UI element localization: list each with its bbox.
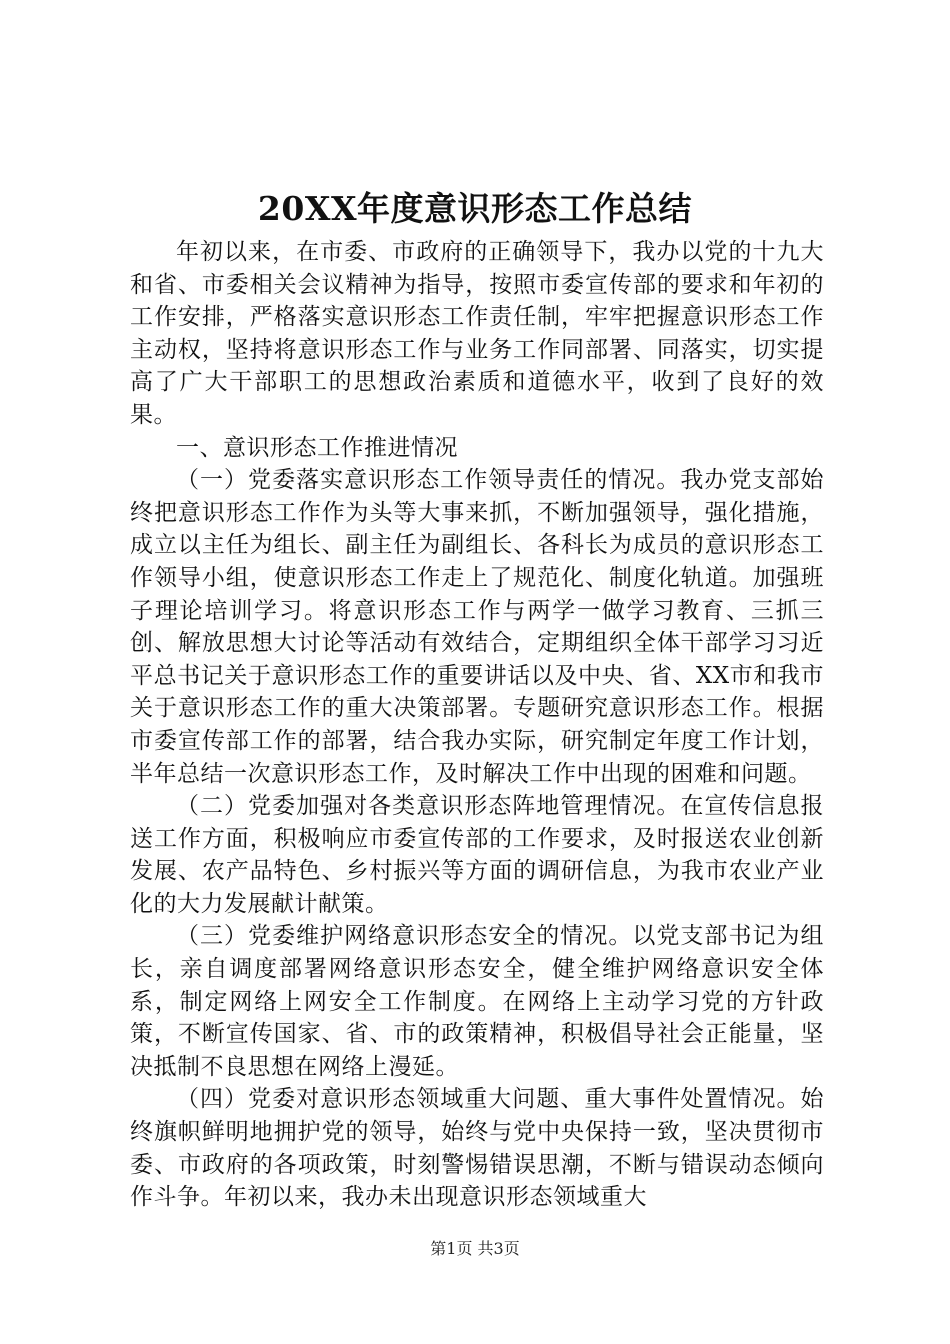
page-number-footer: 第1页 共3页: [430, 1239, 520, 1258]
document-body: [130, 236, 824, 1214]
paragraph-item-1: （一）党委落实意识形态工作领导责任的情况。我办党支部始终把意识形态工作作为头等大事来抓，不断加强领导，强化措施，成立以主任为组长、副主任为副组长、各科长为成员的意识形态工作领导小组，使意识形态工作走上了规范化、制度化轨道。加强班子理论培训学习。将意识形态工作与两学一做学习教育、三抓三创、解放思想大讨论等活动有效结合，定期组织全体干部学习习近平总书记关于意识形态工作的重要讲话以及中央、省、XX市和我市关于意识形态工作的重大决策部署。专题研究意识形态工作。根据市委宣传部工作的部署，结合我办实际，研究制定年度工作计划，半年总结一次意识形态工作，及时解决工作中出现的困难和问题。: [130, 467, 824, 787]
document-title: 20XX年度意识形态工作总结: [257, 189, 693, 228]
paragraph-item-3: （三）党委维护网络意识形态安全的情况。以党支部书记为组长，亲自调度部署网络意识形态安全，健全维护网络意识安全体系，制定网络上网安全工作制度。在网络上主动学习党的方针政策，不断宣传国家、省、市的政策精神，积极倡导社会正能量，坚决抵制不良思想在网络上漫延。: [130, 923, 824, 1080]
section-heading: 一、意识形态工作推进情况: [176, 434, 458, 461]
paragraph-item-2: （二）党委加强对各类意识形态阵地管理情况。在宣传信息报送工作方面，积极响应市委宣传部的工作要求，及时报送农业创新发展、农产品特色、乡村振兴等方面的调研信息，为我市农业产业化的大力发展献计献策。: [130, 793, 824, 917]
paragraph-item-4: （四）党委对意识形态领域重大问题、重大事件处置情况。始终旗帜鲜明地拥护党的领导，始终与党中央保持一致，坚决贯彻市委、市政府的各项政策，时刻警惕错误思潮，不断与错误动态倾向作斗争。年初以来，我办未出现意识形态领域重大: [130, 1086, 824, 1211]
intro-paragraph: 年初以来，在市委、市政府的正确领导下，我办以党的十九大和省、市委相关会议精神为指导，按照市委宣传部的要求和年初的工作安排，严格落实意识形态工作责任制，牢牢把握意识形态工作主动权，坚持将意识形态工作与业务工作同部署、同落实，切实提高了广大干部职工的思想政治素质和道德水平，收到了良好的效果。: [130, 239, 824, 428]
